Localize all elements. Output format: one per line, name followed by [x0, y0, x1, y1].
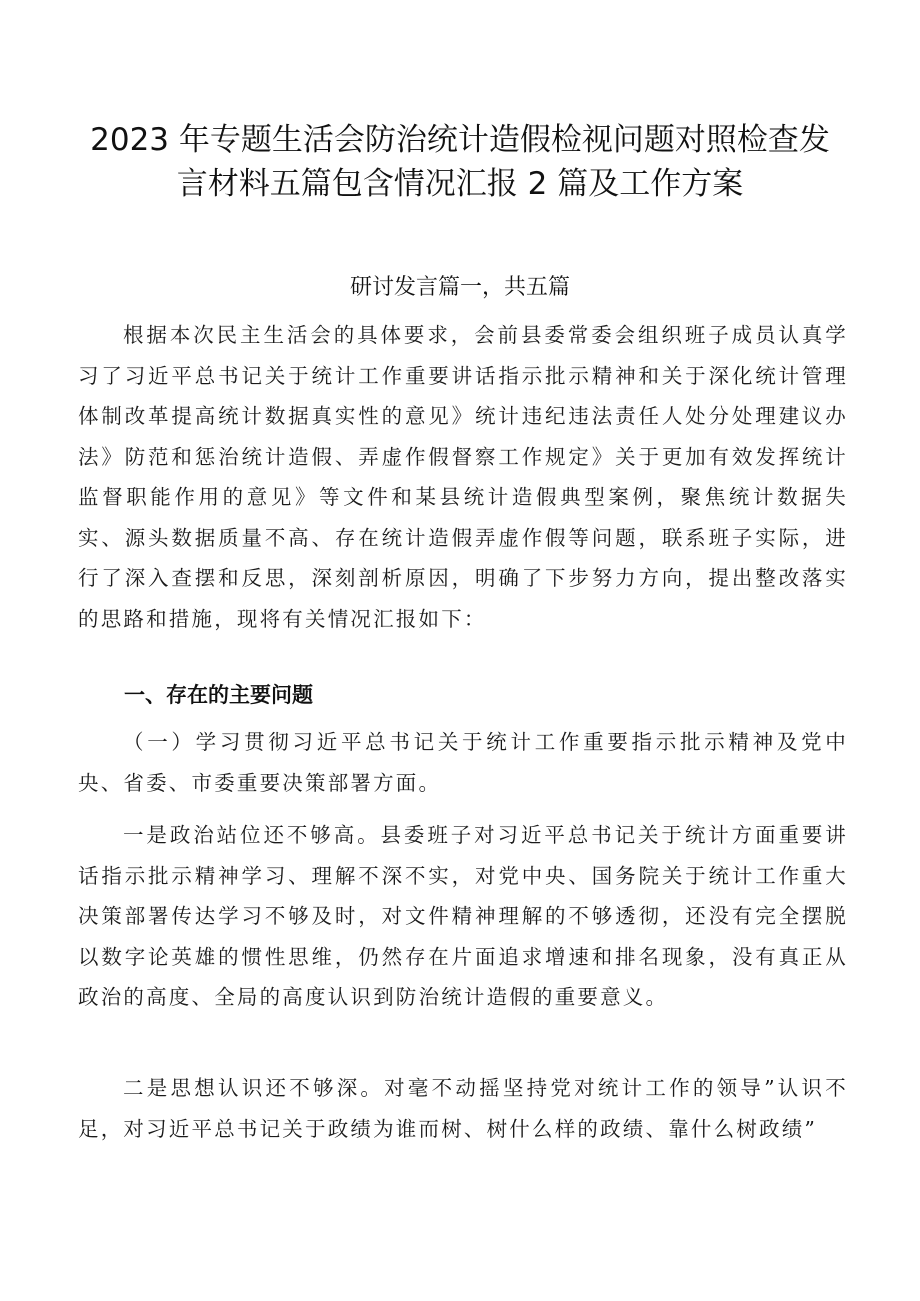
document-title-line-2: 言材料五篇包含情况汇报 2 篇及工作方案: [176, 166, 744, 202]
subheading-study-implementation: （一）学习贯彻习近平总书记关于统计工作重要指示批示精神及党中央、省委、市委重要决策部署方面。: [78, 730, 848, 795]
document-title: [60, 118, 860, 206]
section-heading: 研讨发言篇一，共五篇: [349, 275, 570, 300]
paragraph-ideological-awareness: 二是思想认识还不够深。对毫不动摇坚持党对统计工作的领导”认识不足，对习近平总书记关于政绩为谁而树、树什么样的政绩、靠什么树政绩”: [78, 1076, 848, 1141]
intro-paragraph: 根据本次民主生活会的具体要求，会前县委常委会组织班子成员认真学习了习近平总书记关于统计工作重要讲话指示批示精神和关于深化统计管理体制改革提高统计数据真实性的意见》统计违纪违法责任人处分处理建议办法》防范和惩治统计造假、弄虚作假督察工作规定》关于更加有效发挥统计监督职能作用的意见》等文件和某县统计造假典型案例，聚焦统计数据失实、源头数据质量不高、存在统计造假弄虚作假等问题，联系班子实际，进行了深入查摆和反思，深刻剖析原因，明确了下步努力方向，提出整改落实的思路和措施，现将有关情况汇报如下：: [78, 323, 848, 631]
paragraph-political-stance: 一是政治站位还不够高。县委班子对习近平总书记关于统计方面重要讲话指示批示精神学习、理解不深不实，对党中央、国务院关于统计工作重大决策部署传达学习不够及时，对文件精神理解的不够透彻，还没有完全摆脱以数字论英雄的惯性思维，仍然存在片面追求增速和排名现象，没有真正从政治的高度、全局的高度认识到防治统计造假的重要意义。: [78, 823, 848, 1009]
document-title-line-1: 2023 年专题生活会防治统计造假检视问题对照检查发: [90, 122, 830, 158]
heading-main-problems: 一、存在的主要问题: [124, 683, 313, 707]
